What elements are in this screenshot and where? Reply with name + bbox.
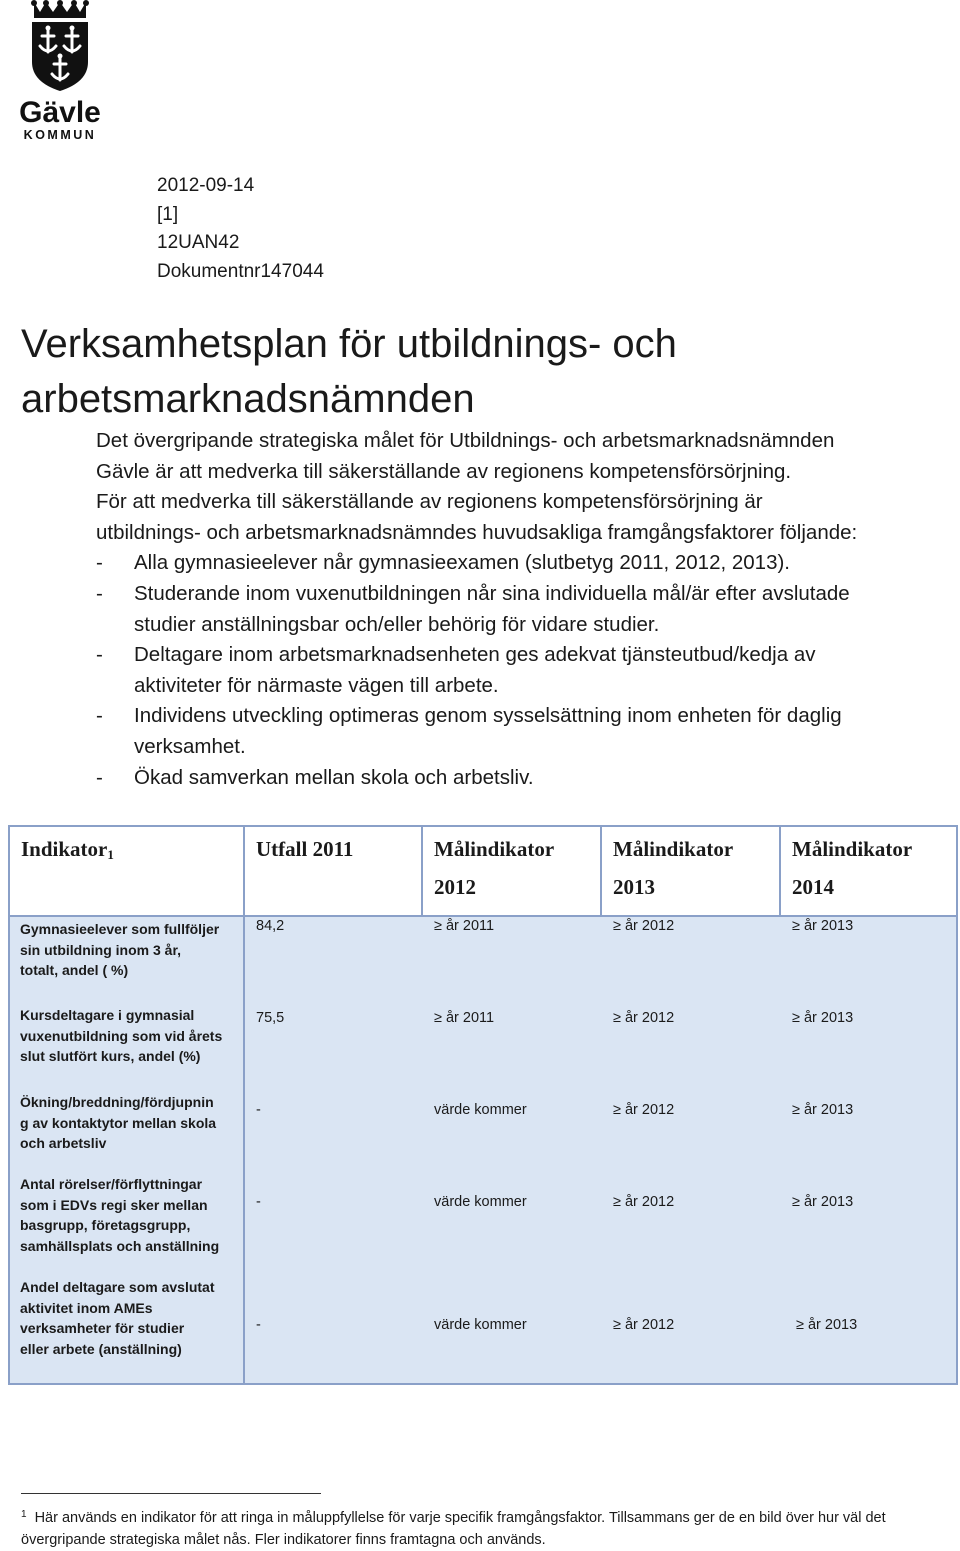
row-1-label [20, 919, 245, 981]
row-label-line: samhällsplats och anställning [20, 1236, 245, 1257]
header-target-2012-label: Målindikator [434, 830, 554, 868]
header-target-2013 [613, 827, 733, 915]
document-metadata [157, 172, 324, 286]
row-1-outcome: 84,2 [256, 916, 284, 936]
row-1-target-2012: ≥ år 2011 [434, 916, 494, 936]
row-2-target-2014: ≥ år 2013 [792, 1008, 853, 1028]
bullet-dash: - [96, 579, 134, 640]
intro-line: Det övergripande strategiska målet för Utbildnings- och arbetsmarknadsnämnden [96, 426, 857, 457]
footnote-separator [21, 1493, 321, 1494]
footnote-text: Här används en indikator för att ringa in måluppfyllelse för varje specifik framgångsfaktor. Tillsammans ger de en bild över hur väl det [35, 1510, 886, 1526]
row-2-label [20, 1005, 245, 1067]
column-divider [600, 827, 602, 915]
row-4-label [20, 1174, 245, 1256]
row-2-outcome: 75,5 [256, 1008, 284, 1028]
row-4-target-2012: värde kommer [434, 1192, 527, 1212]
bullet-text: Studerande inom vuxenutbildningen når sina individuella mål/är efter avslutade [134, 579, 850, 610]
header-target-2014 [792, 827, 912, 915]
footnote [21, 1504, 951, 1551]
bullet-item [96, 640, 857, 701]
row-label-line: aktivitet inom AMEs [20, 1298, 245, 1319]
row-3-label [20, 1092, 245, 1154]
row-4-target-2014: ≥ år 2013 [792, 1192, 853, 1212]
row-label-line: vuxenutbildning som vid årets [20, 1026, 245, 1047]
header-target-2012 [434, 827, 554, 915]
bullet-text: Individens utveckling optimeras genom sysselsättning inom enheten för daglig [134, 701, 842, 732]
bullet-text: verksamhet. [134, 732, 842, 763]
row-1-target-2014: ≥ år 2013 [792, 916, 853, 936]
coat-of-arms-icon [26, 0, 94, 92]
intro-text [96, 426, 857, 793]
row-label-line: Gymnasieelever som fullföljer [20, 919, 245, 940]
header-target-2013-year: 2013 [613, 868, 733, 906]
row-label-line: eller arbete (anställning) [20, 1339, 245, 1360]
row-1-target-2013: ≥ år 2012 [613, 916, 674, 936]
bullet-dash: - [96, 701, 134, 762]
document-date: 2012-09-14 [157, 172, 324, 201]
header-target-2014-year: 2014 [792, 868, 912, 906]
bullet-text: Alla gymnasieelever når gymnasieexamen (slutbetyg 2011, 2012, 2013). [134, 548, 790, 579]
row-label-line: slut slutfört kurs, andel (%) [20, 1046, 245, 1067]
row-label-line: g av kontaktytor mellan skola [20, 1113, 245, 1134]
bullet-text: Deltagare inom arbetsmarknadsenheten ges adekvat tjänsteutbud/kedja av [134, 640, 816, 671]
row-3-target-2013: ≥ år 2012 [613, 1100, 674, 1120]
bullet-dash: - [96, 763, 134, 794]
row-5-label [20, 1277, 245, 1359]
header-footnote-ref: 1 [107, 847, 114, 862]
row-label-line: och arbetsliv [20, 1133, 245, 1154]
intro-line: För att medverka till säkerställande av regionens kompetensförsörjning är [96, 487, 857, 518]
header-outcome: Utfall 2011 [256, 827, 353, 915]
row-4-outcome: - [256, 1192, 261, 1212]
row-2-target-2013: ≥ år 2012 [613, 1008, 674, 1028]
header-target-2012-year: 2012 [434, 868, 554, 906]
bullet-item [96, 579, 857, 640]
footnote-number: 1 [21, 1509, 27, 1520]
logo-name: Gävle [18, 96, 102, 130]
row-5-outcome: - [256, 1315, 261, 1335]
row-4-target-2013: ≥ år 2012 [613, 1192, 674, 1212]
header-indicator [21, 827, 114, 915]
header-indicator-text: Indikator [21, 837, 107, 861]
bullet-item [96, 548, 857, 579]
row-label-line: basgrupp, företagsgrupp, [20, 1215, 245, 1236]
row-label-line: verksamheter för studier [20, 1318, 245, 1339]
row-label-line: Andel deltagare som avslutat [20, 1277, 245, 1298]
row-3-target-2014: ≥ år 2013 [792, 1100, 853, 1120]
document-ref: [1] [157, 201, 324, 230]
intro-line: utbildnings- och arbetsmarknadsnämndes huvudsakliga framgångsfaktorer följande: [96, 518, 857, 549]
row-2-target-2012: ≥ år 2011 [434, 1008, 494, 1028]
row-3-outcome: - [256, 1100, 261, 1120]
row-label-line: Antal rörelser/förflyttningar [20, 1174, 245, 1195]
bullet-text: Ökad samverkan mellan skola och arbetsliv. [134, 763, 534, 794]
row-label-line: Ökning/breddning/fördjupnin [20, 1092, 245, 1113]
logo-subtitle: KOMMUN [18, 128, 102, 142]
gavle-kommun-logo [18, 0, 102, 146]
case-number: 12UAN42 [157, 229, 324, 258]
row-label-line: totalt, andel ( %) [20, 960, 245, 981]
title-line-1: Verksamhetsplan för utbildnings- och [21, 317, 677, 372]
page-title [21, 317, 677, 427]
bullet-item [96, 701, 857, 762]
title-line-2: arbetsmarknadsnämnden [21, 372, 677, 427]
row-5-target-2014: ≥ år 2013 [796, 1315, 857, 1335]
header-target-2014-label: Målindikator [792, 830, 912, 868]
row-5-target-2013: ≥ år 2012 [613, 1315, 674, 1335]
header-target-2013-label: Målindikator [613, 830, 733, 868]
row-3-target-2012: värde kommer [434, 1100, 527, 1120]
bullet-text: aktiviteter för närmaste vägen till arbete. [134, 671, 816, 702]
bullet-dash: - [96, 640, 134, 701]
row-label-line: Kursdeltagare i gymnasial [20, 1005, 245, 1026]
bullet-item [96, 763, 857, 794]
bullet-dash: - [96, 548, 134, 579]
row-label-line: sin utbildning inom 3 år, [20, 940, 245, 961]
intro-line: Gävle är att medverka till säkerställande av regionens kompetensförsörjning. [96, 457, 857, 488]
bullet-text: studier anställningsbar och/eller behörig för vidare studier. [134, 610, 850, 641]
table-header-row [10, 827, 956, 917]
footnote-line-1 [21, 1504, 951, 1530]
column-divider [243, 827, 245, 915]
row-label-line: som i EDVs regi sker mellan [20, 1195, 245, 1216]
footnote-line-2: övergripande strategiska målet nås. Fler indikatorer finns framtagna och används. [21, 1530, 951, 1551]
row-5-target-2012: värde kommer [434, 1315, 527, 1335]
indicator-table [8, 825, 958, 1385]
column-divider [421, 827, 423, 915]
column-divider [779, 827, 781, 915]
document-number: Dokumentnr147044 [157, 258, 324, 287]
